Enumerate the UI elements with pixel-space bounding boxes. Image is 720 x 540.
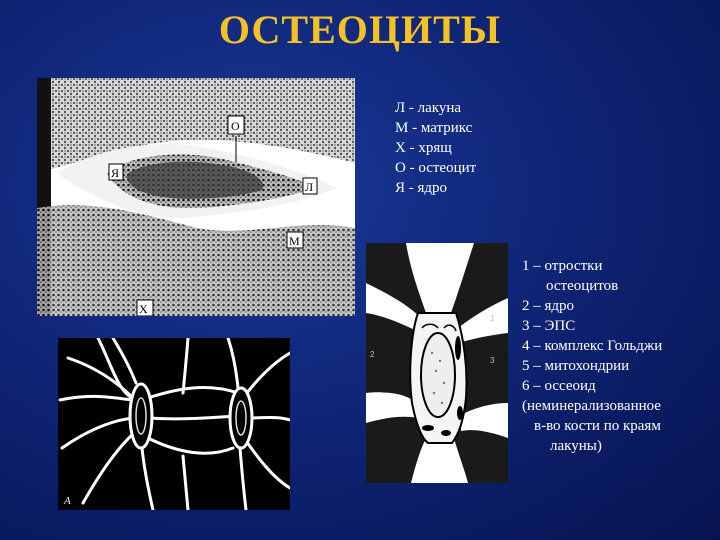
tem-label-2: 2 — [370, 350, 375, 359]
legend-item: М - матрикс — [395, 120, 473, 136]
legend-item: 3 – ЭПС — [522, 318, 576, 334]
legend-item: 1 – отростки — [522, 258, 603, 274]
legend-item: О - остеоцит — [395, 160, 477, 176]
label-a: А — [64, 495, 71, 507]
legend-item: в-во кости по краям — [534, 418, 661, 434]
legend-micrograph — [395, 98, 476, 198]
tem-label-3: 3 — [490, 356, 495, 365]
osteocytes-network-drawing — [58, 338, 290, 510]
legend-item: 2 – ядро — [522, 298, 575, 314]
label-o: О — [231, 119, 240, 133]
osteocyte-ultrastructure-drawing — [366, 243, 508, 483]
legend-item: (неминерализованное — [522, 398, 661, 414]
label-h: Х — [139, 302, 148, 316]
legend-item: 5 – митохондрии — [522, 358, 630, 374]
label-m: М — [289, 234, 300, 248]
label-ya: Я — [111, 166, 120, 180]
legend-item: Л - лакуна — [395, 100, 462, 116]
micrograph-lacuna-image — [37, 78, 355, 316]
legend-item: лакуны) — [550, 438, 602, 454]
legend-ultrastructure — [522, 256, 712, 456]
legend-item: Х - хрящ — [395, 140, 452, 156]
legend-item: 6 – оссеоид — [522, 378, 596, 394]
label-l: Л — [305, 180, 314, 194]
tem-label-1: 1 — [490, 314, 495, 323]
legend-item: 4 – комплекс Гольджи — [522, 338, 663, 354]
slide-title: ОСТЕОЦИТЫ — [218, 7, 502, 52]
legend-item: остеоцитов — [546, 278, 619, 294]
legend-item: Я - ядро — [395, 180, 448, 196]
